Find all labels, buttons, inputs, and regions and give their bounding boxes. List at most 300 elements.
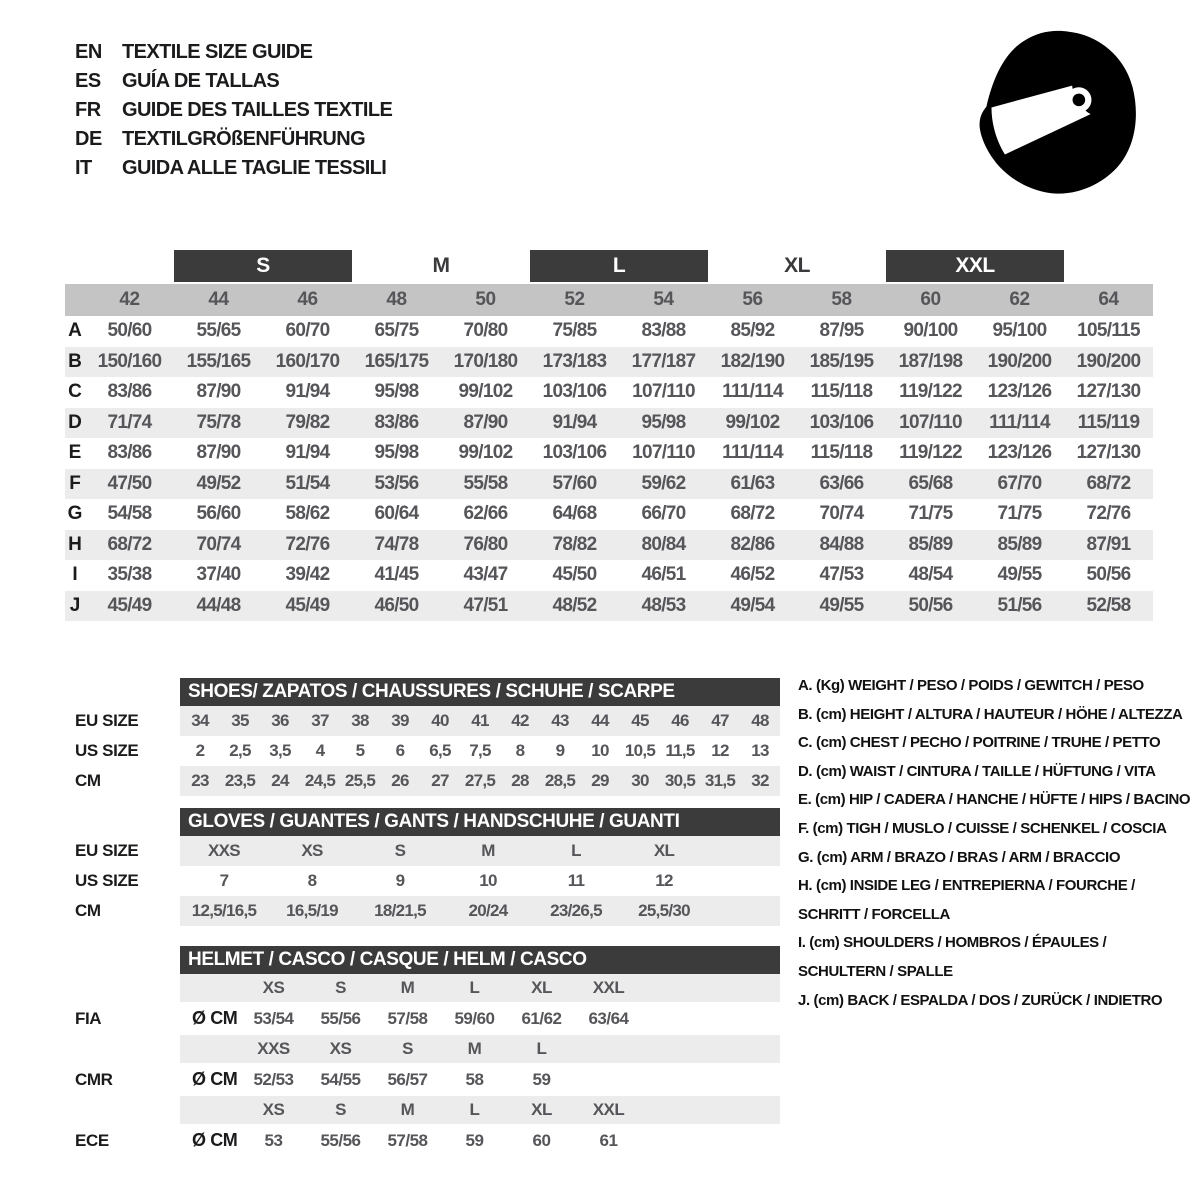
shoes-cell: 23 bbox=[191, 771, 209, 790]
language-row bbox=[75, 67, 392, 96]
measurement-cell: 190/200 bbox=[987, 350, 1052, 372]
gloves-cell: XL bbox=[653, 841, 675, 860]
gloves-cell: 10 bbox=[479, 871, 497, 890]
shoes-cell: 30 bbox=[631, 771, 649, 790]
size-group-xl: XL bbox=[784, 254, 810, 277]
shoes-cell: 44 bbox=[591, 711, 609, 730]
shoes-cell: 39 bbox=[391, 711, 409, 730]
shoes-cell: 42 bbox=[511, 711, 529, 730]
language-label: TEXTILE SIZE GUIDE bbox=[122, 41, 313, 63]
shoes-cell: 3,5 bbox=[269, 741, 291, 760]
measurement-cell: 68/72 bbox=[107, 533, 152, 555]
helmet-title-bar: HELMET / CASCO / CASQUE / HELM / CASCO bbox=[180, 946, 780, 974]
cert-value-cell: 63/64 bbox=[588, 1008, 629, 1028]
legend-item bbox=[798, 729, 1200, 758]
measurement-cell: 76/80 bbox=[463, 533, 508, 555]
legend-item bbox=[798, 815, 1200, 844]
measurement-row bbox=[65, 499, 1153, 530]
language-code: ES bbox=[75, 70, 101, 92]
shoes-cell: 2,5 bbox=[229, 741, 251, 760]
measurement-cell: 74/78 bbox=[374, 533, 419, 555]
helmet-size-cell: M bbox=[400, 978, 415, 997]
measurement-row bbox=[65, 408, 1153, 439]
measurement-row bbox=[65, 377, 1153, 408]
measurement-cell: 83/86 bbox=[107, 442, 152, 464]
gloves-cell: 12 bbox=[655, 871, 673, 890]
shoes-cell: 7,5 bbox=[469, 741, 491, 760]
legend-item bbox=[798, 786, 1200, 815]
shoes-cell: 6 bbox=[395, 741, 405, 760]
measurement-row bbox=[65, 560, 1153, 591]
measurement-row bbox=[65, 530, 1153, 561]
cert-value-cells bbox=[180, 1002, 780, 1035]
measurement-cell: 48/52 bbox=[552, 594, 597, 616]
measurement-row bbox=[65, 316, 1153, 347]
gloves-row bbox=[65, 896, 780, 926]
helmet-size-cell: M bbox=[467, 1039, 482, 1058]
gloves-cell: 16,5/19 bbox=[286, 901, 338, 920]
shoes-row bbox=[65, 706, 780, 736]
measurement-cell: 50/56 bbox=[908, 594, 953, 616]
row-label: B bbox=[68, 350, 82, 372]
shoes-cell: 36 bbox=[271, 711, 289, 730]
cert-value-cell: 61/62 bbox=[521, 1008, 562, 1028]
measurement-cell: 39/42 bbox=[285, 564, 330, 586]
size-number-row bbox=[65, 284, 1153, 316]
measurement-cell: 127/130 bbox=[1076, 442, 1141, 464]
cert-value-cell: 61 bbox=[599, 1130, 618, 1150]
legend-item bbox=[798, 701, 1200, 730]
measurement-cell: 103/106 bbox=[542, 442, 607, 464]
row-label: C bbox=[68, 381, 82, 403]
measurement-cell: 115/118 bbox=[810, 381, 873, 403]
shoes-cell: 10 bbox=[591, 741, 609, 760]
measurement-cell: 67/70 bbox=[997, 472, 1042, 494]
language-code: DE bbox=[75, 128, 102, 150]
measurement-cell: 177/187 bbox=[631, 350, 696, 372]
language-code: IT bbox=[75, 157, 92, 179]
legend-line: J. (cm) BACK / ESPALDA / DOS / ZURÜCK / INDIETRO bbox=[798, 991, 1163, 1009]
helmet-size-cells bbox=[180, 1096, 780, 1124]
measurement-cell: 49/55 bbox=[819, 594, 864, 616]
shoes-cell: 35 bbox=[231, 711, 249, 730]
legend-line: I. (cm) SHOULDERS / HOMBROS / ÉPAULES / bbox=[798, 934, 1107, 952]
measurement-cell: 45/50 bbox=[552, 564, 597, 586]
gloves-cell: 25,5/30 bbox=[638, 901, 690, 920]
measurement-cell: 63/66 bbox=[819, 472, 864, 494]
measurement-cell: 90/100 bbox=[903, 320, 958, 342]
measurement-cell: 119/122 bbox=[899, 381, 962, 403]
measurement-cell: 95/98 bbox=[641, 411, 686, 433]
helmet-size-cell: XL bbox=[531, 1100, 552, 1119]
measurement-cell: 52/58 bbox=[1086, 594, 1131, 616]
legend-item bbox=[798, 872, 1200, 929]
shoes-section bbox=[65, 678, 780, 796]
helmet-size-cell: S bbox=[335, 1100, 346, 1119]
helmet-size-cell: XS bbox=[329, 1039, 352, 1058]
gloves-cell: 9 bbox=[395, 871, 405, 890]
cert-value-cell: 55/56 bbox=[320, 1130, 361, 1150]
size-number-cell: 60 bbox=[920, 289, 941, 310]
shoes-cell: 45 bbox=[631, 711, 649, 730]
shoes-cell: 10,5 bbox=[624, 741, 656, 760]
measurement-cell: 91/94 bbox=[552, 411, 597, 433]
measurement-cell: 44/48 bbox=[196, 594, 241, 616]
measurement-cell: 41/45 bbox=[374, 564, 419, 586]
measurement-cell: 62/66 bbox=[463, 503, 508, 525]
measurement-cell: 56/60 bbox=[196, 503, 241, 525]
cert-value-cell: 57/58 bbox=[387, 1008, 428, 1028]
gloves-cell: 8 bbox=[307, 871, 317, 890]
measurement-cell: 85/89 bbox=[997, 533, 1042, 555]
measurement-cell: 83/86 bbox=[374, 411, 419, 433]
measurement-cell: 182/190 bbox=[720, 350, 785, 372]
measurement-cell: 78/82 bbox=[552, 533, 597, 555]
measurement-cell: 68/72 bbox=[730, 503, 775, 525]
size-number-cell: 46 bbox=[297, 289, 318, 310]
gloves-cell: XXS bbox=[208, 841, 240, 860]
cert-label: ECE bbox=[75, 1130, 109, 1150]
measurement-cell: 150/160 bbox=[97, 350, 162, 372]
size-number-cell: 56 bbox=[742, 289, 763, 310]
diameter-unit-label: Ø CM bbox=[192, 1130, 238, 1150]
helmet-section bbox=[65, 946, 780, 1157]
shoes-cell: 37 bbox=[311, 711, 329, 730]
shoes-cell: 38 bbox=[351, 711, 369, 730]
measurement-cell: 83/86 bbox=[107, 381, 152, 403]
measurement-cell: 83/88 bbox=[641, 320, 686, 342]
helmet-size-cell: L bbox=[536, 1039, 547, 1058]
size-group-l: L bbox=[530, 250, 708, 282]
measurement-cell: 91/94 bbox=[285, 381, 330, 403]
measurement-cell: 173/183 bbox=[542, 350, 607, 372]
measurement-cell: 91/94 bbox=[285, 442, 330, 464]
legend-line: SCHRITT / FORCELLA bbox=[798, 905, 950, 923]
racing-helmet-icon bbox=[973, 26, 1141, 204]
measurement-cell: 79/82 bbox=[285, 411, 330, 433]
helmet-size-cell: S bbox=[402, 1039, 413, 1058]
shoes-cell: 13 bbox=[751, 741, 769, 760]
shoes-row-label: US SIZE bbox=[75, 741, 139, 760]
cert-value-cell: 56/57 bbox=[387, 1069, 428, 1089]
gloves-cell: 18/21,5 bbox=[374, 901, 426, 920]
measurement-cell: 70/74 bbox=[819, 503, 864, 525]
language-row bbox=[75, 125, 392, 154]
shoes-cell: 27 bbox=[431, 771, 449, 790]
language-code: FR bbox=[75, 99, 101, 121]
measurement-cell: 72/76 bbox=[285, 533, 330, 555]
measurement-cell: 75/85 bbox=[552, 320, 597, 342]
cert-value-cell: 53 bbox=[264, 1130, 283, 1150]
measurement-cell: 99/102 bbox=[458, 442, 513, 464]
helmet-size-cell: XXL bbox=[592, 1100, 625, 1119]
size-group-header-row bbox=[65, 250, 1153, 282]
helmet-size-cell: M bbox=[400, 1100, 415, 1119]
size-number-cell: 50 bbox=[475, 289, 496, 310]
shoes-cell: 6,5 bbox=[429, 741, 451, 760]
language-row bbox=[75, 38, 392, 67]
gloves-cell: 12,5/16,5 bbox=[191, 901, 257, 920]
helmet-size-cell: XXS bbox=[257, 1039, 290, 1058]
measurement-cell: 103/106 bbox=[809, 411, 874, 433]
racing-helmet-graphic bbox=[973, 26, 1141, 204]
size-number-cell: 54 bbox=[653, 289, 674, 310]
gloves-rows bbox=[65, 836, 780, 926]
measurement-cell: 49/55 bbox=[997, 564, 1042, 586]
measurement-cell: 127/130 bbox=[1076, 381, 1141, 403]
helmet-size-cell: XXL bbox=[592, 978, 625, 997]
legend-line: G. (cm) ARM / BRAZO / BRAS / ARM / BRACCIO bbox=[798, 848, 1121, 866]
shoes-cell: 30,5 bbox=[664, 771, 696, 790]
helmet-size-cell: XS bbox=[262, 978, 285, 997]
legend-item bbox=[798, 844, 1200, 873]
shoes-row bbox=[65, 736, 780, 766]
measurement-cell: 61/63 bbox=[730, 472, 775, 494]
measurement-cell: 170/180 bbox=[453, 350, 518, 372]
language-code: EN bbox=[75, 41, 102, 63]
measurement-cell: 115/119 bbox=[1077, 411, 1140, 433]
measurement-cell: 119/122 bbox=[899, 442, 962, 464]
measurement-cell: 87/95 bbox=[819, 320, 864, 342]
legend-item bbox=[798, 987, 1200, 1016]
shoes-cell: 29 bbox=[591, 771, 609, 790]
cert-value-cell: 59 bbox=[532, 1069, 551, 1089]
measurement-cell: 75/78 bbox=[196, 411, 241, 433]
measurement-cell: 190/200 bbox=[1076, 350, 1141, 372]
measurement-cell: 50/56 bbox=[1086, 564, 1131, 586]
measurement-cell: 103/106 bbox=[542, 381, 607, 403]
measurement-cell: 46/50 bbox=[374, 594, 419, 616]
measurement-cell: 187/198 bbox=[898, 350, 963, 372]
helmet-rows bbox=[65, 974, 780, 1157]
measurement-cell: 95/98 bbox=[374, 381, 419, 403]
shoes-cell: 25,5 bbox=[344, 771, 376, 790]
measurement-cell: 59/62 bbox=[641, 472, 686, 494]
measurement-cell: 107/110 bbox=[632, 442, 695, 464]
measurement-cell: 60/64 bbox=[374, 503, 419, 525]
measurement-cell: 71/74 bbox=[107, 411, 152, 433]
measurement-cell: 84/88 bbox=[819, 533, 864, 555]
measurement-row bbox=[65, 347, 1153, 378]
measurement-cell: 85/92 bbox=[730, 320, 775, 342]
measurement-cell: 99/102 bbox=[458, 381, 513, 403]
helmet-size-cell: L bbox=[469, 1100, 480, 1119]
measurement-cell: 47/51 bbox=[463, 594, 508, 616]
measurement-cell: 68/72 bbox=[1086, 472, 1131, 494]
measurement-cell: 58/62 bbox=[285, 503, 330, 525]
helmet-size-cell: L bbox=[469, 978, 480, 997]
shoes-row bbox=[65, 766, 780, 796]
gloves-cell: 11 bbox=[567, 871, 585, 890]
shoes-cell: 26 bbox=[391, 771, 409, 790]
legend-line: E. (cm) HIP / CADERA / HANCHE / HÜFTE / HIPS / BACINO bbox=[798, 791, 1191, 809]
helmet-size-cell: XL bbox=[531, 978, 552, 997]
size-number-cell: 52 bbox=[564, 289, 585, 310]
row-label: F bbox=[69, 472, 81, 494]
gloves-title-bar: GLOVES / GUANTES / GANTS / HANDSCHUHE / GUANTI bbox=[180, 808, 780, 836]
legend-line: SCHULTERN / SPALLE bbox=[798, 962, 953, 980]
cert-value-row bbox=[65, 1002, 780, 1035]
helmet-size-cells bbox=[180, 974, 780, 1002]
shoes-cell: 31,5 bbox=[704, 771, 736, 790]
language-row bbox=[75, 154, 392, 183]
measurement-cell: 47/50 bbox=[107, 472, 152, 494]
legend-item bbox=[798, 929, 1200, 986]
main-size-table bbox=[65, 250, 1153, 621]
shoes-cell: 34 bbox=[191, 711, 209, 730]
language-label: GUIDE DES TAILLES TEXTILE bbox=[122, 99, 393, 121]
gloves-cell: 20/24 bbox=[468, 901, 508, 920]
gloves-row bbox=[65, 836, 780, 866]
measurement-cell: 51/54 bbox=[285, 472, 330, 494]
measurement-cell: 35/38 bbox=[107, 564, 152, 586]
shoes-cell: 32 bbox=[751, 771, 769, 790]
measurement-cell: 45/49 bbox=[107, 594, 152, 616]
helmet-size-cell: XS bbox=[262, 1100, 285, 1119]
gloves-section bbox=[65, 808, 780, 926]
measurement-cell: 51/56 bbox=[997, 594, 1042, 616]
shoes-cell: 43 bbox=[551, 711, 569, 730]
measurement-cell: 65/75 bbox=[374, 320, 419, 342]
measurement-cell: 85/89 bbox=[908, 533, 953, 555]
shoes-row-label: EU SIZE bbox=[75, 711, 139, 730]
cert-value-cell: 54/55 bbox=[320, 1069, 361, 1089]
gloves-cell: L bbox=[571, 841, 581, 860]
size-number-spacer bbox=[65, 284, 85, 316]
measurement-cell: 70/74 bbox=[196, 533, 241, 555]
measurement-cell: 70/80 bbox=[463, 320, 508, 342]
gloves-cell: 23/26,5 bbox=[550, 901, 602, 920]
shoes-cell: 28 bbox=[511, 771, 529, 790]
measurement-cell: 165/175 bbox=[364, 350, 429, 372]
shoes-title-bar: SHOES/ ZAPATOS / CHAUSSURES / SCHUHE / SCARPE bbox=[180, 678, 780, 706]
legend-line: A. (Kg) WEIGHT / PESO / POIDS / GEWITCH / PESO bbox=[798, 677, 1144, 694]
cert-value-cell: 52/53 bbox=[253, 1069, 294, 1089]
measurement-cell: 53/56 bbox=[374, 472, 419, 494]
cert-value-cell: 57/58 bbox=[387, 1130, 428, 1150]
language-row bbox=[75, 96, 392, 125]
measurement-cell: 99/102 bbox=[725, 411, 780, 433]
cert-value-cell: 53/54 bbox=[253, 1008, 294, 1028]
size-number-cell: 62 bbox=[1009, 289, 1030, 310]
measurement-cell: 107/110 bbox=[632, 381, 695, 403]
diameter-unit-label: Ø CM bbox=[192, 1069, 238, 1089]
shoes-cell: 2 bbox=[195, 741, 205, 760]
measurement-cell: 43/47 bbox=[463, 564, 508, 586]
legend-line: F. (cm) TIGH / MUSLO / CUISSE / SCHENKEL / COSCIA bbox=[798, 819, 1167, 837]
size-number-cell: 48 bbox=[386, 289, 407, 310]
cert-value-row bbox=[65, 1063, 780, 1096]
shoes-cell: 23,5 bbox=[224, 771, 256, 790]
measurement-cell: 65/68 bbox=[908, 472, 953, 494]
size-group-xxl: XXL bbox=[886, 250, 1064, 282]
size-group-s: S bbox=[174, 250, 352, 282]
measurement-cell: 87/91 bbox=[1086, 533, 1131, 555]
size-number-cell: 44 bbox=[208, 289, 229, 310]
helmet-size-row-spacer bbox=[65, 1035, 180, 1063]
measurement-cell: 55/58 bbox=[463, 472, 508, 494]
measurement-row bbox=[65, 469, 1153, 500]
shoes-cells bbox=[180, 766, 780, 796]
measurement-cell: 111/114 bbox=[989, 411, 1050, 433]
language-label: TEXTILGRÖßENFÜHRUNG bbox=[122, 128, 366, 150]
shoes-cell: 4 bbox=[315, 741, 325, 760]
cert-value-cell: 55/56 bbox=[320, 1008, 361, 1028]
row-label: A bbox=[68, 320, 82, 342]
measurement-cell: 95/98 bbox=[374, 442, 419, 464]
gloves-cell: XS bbox=[301, 841, 323, 860]
size-group-m: M bbox=[432, 254, 450, 277]
measurement-cell: 115/118 bbox=[810, 442, 873, 464]
measurement-legend bbox=[798, 672, 1200, 1015]
size-number-cell: 42 bbox=[119, 289, 140, 310]
measurement-cell: 60/70 bbox=[285, 320, 330, 342]
measurement-row bbox=[65, 591, 1153, 622]
gloves-cell: 7 bbox=[219, 871, 229, 890]
shoes-cell: 48 bbox=[751, 711, 769, 730]
legend-item bbox=[798, 672, 1200, 701]
measurement-cell: 87/90 bbox=[196, 442, 241, 464]
gloves-row-label: CM bbox=[75, 901, 101, 920]
measurement-cell: 71/75 bbox=[997, 503, 1042, 525]
measurement-cell: 50/60 bbox=[107, 320, 152, 342]
size-number-cell: 58 bbox=[831, 289, 852, 310]
cert-label: FIA bbox=[75, 1008, 102, 1028]
gloves-cell: S bbox=[394, 841, 406, 860]
gloves-cell: M bbox=[481, 841, 495, 860]
cert-value-cells bbox=[180, 1063, 780, 1096]
measurement-cell: 107/110 bbox=[899, 411, 962, 433]
measurement-cell: 111/114 bbox=[722, 381, 783, 403]
measurement-cell: 72/76 bbox=[1086, 503, 1131, 525]
measurement-cell: 123/126 bbox=[987, 442, 1052, 464]
legend-line: H. (cm) INSIDE LEG / ENTREPIERNA / FOURCHE / bbox=[798, 877, 1135, 895]
gloves-row-label: EU SIZE bbox=[75, 841, 139, 860]
row-label: J bbox=[69, 594, 81, 616]
row-label: I bbox=[72, 564, 78, 586]
shoes-cells bbox=[180, 736, 780, 766]
measurement-cell: 66/70 bbox=[641, 503, 686, 525]
helmet-size-cell: S bbox=[335, 978, 346, 997]
cert-value-row bbox=[65, 1124, 780, 1157]
measurement-cell: 54/58 bbox=[107, 503, 152, 525]
measurement-cell: 47/53 bbox=[819, 564, 864, 586]
gloves-cells bbox=[180, 836, 780, 866]
measurement-row bbox=[65, 438, 1153, 469]
measurement-cell: 49/54 bbox=[730, 594, 775, 616]
measurement-cell: 155/165 bbox=[186, 350, 251, 372]
measurement-cell: 87/90 bbox=[463, 411, 508, 433]
helmet-size-row bbox=[65, 1035, 780, 1063]
measurement-cell: 64/68 bbox=[552, 503, 597, 525]
measurement-cell: 49/52 bbox=[196, 472, 241, 494]
measurement-cell: 46/52 bbox=[730, 564, 775, 586]
legend-line: C. (cm) CHEST / PECHO / POITRINE / TRUHE / PETTO bbox=[798, 734, 1161, 752]
row-label: E bbox=[68, 442, 82, 464]
gloves-row bbox=[65, 866, 780, 896]
shoes-cell: 40 bbox=[431, 711, 449, 730]
row-label: H bbox=[68, 533, 82, 555]
measurement-cell: 105/115 bbox=[1077, 320, 1140, 342]
language-label: GUIDA ALLE TAGLIE TESSILI bbox=[122, 157, 387, 179]
shoes-cell: 11,5 bbox=[665, 741, 695, 760]
measurement-cell: 48/53 bbox=[641, 594, 686, 616]
measurement-rows bbox=[65, 316, 1153, 621]
measurement-cell: 87/90 bbox=[196, 381, 241, 403]
helmet-size-row bbox=[65, 1096, 780, 1124]
gloves-cells bbox=[180, 896, 780, 926]
cert-value-cell: 59 bbox=[465, 1130, 484, 1150]
